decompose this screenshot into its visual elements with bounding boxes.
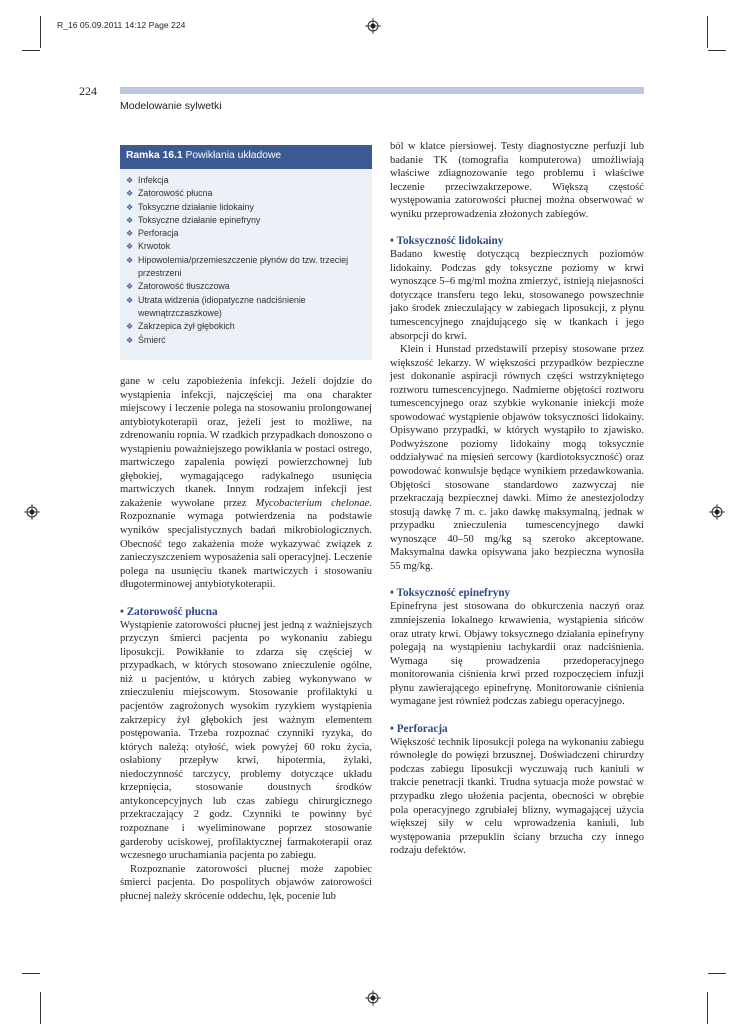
page-number: 224: [79, 84, 97, 98]
box-list-item: [124, 240, 368, 253]
crop-mark: [707, 16, 708, 48]
crop-mark: [22, 50, 40, 51]
box-list: [124, 174, 368, 347]
crop-mark: [22, 973, 40, 974]
paragraph: [120, 375, 372, 592]
crop-mark: [708, 50, 726, 51]
diamond-bullet-icon: ❖: [126, 242, 134, 252]
box-list-item-label: Toksyczne działanie epinefryny: [138, 214, 261, 225]
diamond-bullet-icon: ❖: [126, 282, 134, 292]
diamond-bullet-icon: ❖: [126, 202, 134, 212]
box-list-item-label: Zakrzepica żył głębokich: [138, 321, 235, 332]
box-list-item-label: Hipowolemia/przemieszczenie płynów do tzw. trzeciej przestrzeni: [138, 254, 349, 279]
registration-mark-icon: [24, 504, 40, 520]
right-column: [390, 140, 644, 858]
box-list-item: [124, 214, 368, 227]
section-heading: • Zatorowość płucna: [120, 605, 218, 618]
crop-mark: [40, 992, 41, 1024]
diamond-bullet-icon: ❖: [126, 335, 134, 345]
box-list-item: [124, 227, 368, 240]
registration-mark-icon: [365, 990, 381, 1006]
text-run: . Rozpoznanie wymaga potwierdzenia na podstawie wyników specjalistycznych badań mikrobiologicznych. Obecność tego zakażenia może wykazywać związek z zanieczyszczeniem wyposażenia sali operacyjnej. Leczenie polega na usunięciu tkanek martwiczych i stosowaniu długoterminowej antybiotykoterapii.: [120, 497, 372, 591]
crop-mark: [708, 973, 726, 974]
registration-mark-icon: [365, 18, 381, 34]
section-heading: • Toksyczność epinefryny: [390, 587, 511, 600]
box-list-item-label: Utrata widzenia (idiopatyczne nadciśnienie wewnątrzczaszkowe): [138, 294, 306, 318]
box-list-item: [124, 201, 368, 214]
box-list-item-label: Zatorowość płucna: [138, 188, 213, 199]
crop-mark: [707, 992, 708, 1024]
diamond-bullet-icon: ❖: [126, 176, 134, 185]
box-list-item-label: Krwotok: [138, 241, 171, 252]
diamond-bullet-icon: ❖: [126, 229, 134, 239]
diamond-bullet-icon: ❖: [126, 189, 134, 199]
diamond-bullet-icon: ❖: [126, 255, 134, 265]
italic-term: Mycobacterium chelonae: [255, 497, 370, 509]
box-list-item: [124, 174, 368, 187]
text-run: gane w celu zapobieżenia infekcji. Jeżeli dojdzie do wystąpienia infekcji, najczęściej ma ona charakter miejscowy i leczenie polega na stosowaniu prolongowanej antybiotykoterapii oraz, jeżeli jest to możliwe, na zdrenowaniu ropnia. W rzadkich przypadkach donoszono o wystąpieniu poważniejszego powikłania w postaci ostrego, martwiczego zapalenia powięzi powierzchownej lub głębokiej, wymagającego radykalnego usunięcia martwiczych tkanek. Innym rodzajem infekcji jest zakażenie wywołane przez: [120, 376, 372, 509]
box-title: [120, 145, 372, 169]
box-title-text: Powikłania układowe: [182, 150, 282, 161]
paragraph: ból w klatce piersiowej. Testy diagnostyczne perfuzji lub badanie TK (tomografia komputerowa) umożliwiają właściwe zdiagnozowanie tego problemu i właściwe leczenie przeciwzakrzepowe. Większą częstość występowania zatorowości płucnej można obserwować w wyniku przeprowadzenia złożonych zabiegów.: [390, 141, 644, 220]
header-bar: [120, 87, 644, 94]
box-title-number: Ramka 16.1: [126, 150, 183, 161]
diamond-bullet-icon: ❖: [126, 215, 134, 225]
box-list-item-label: Perforacja: [138, 228, 179, 239]
crop-mark: [40, 16, 41, 48]
diamond-bullet-icon: ❖: [126, 295, 134, 305]
box-list-item: [124, 334, 368, 347]
running-head: Modelowanie sylwetki: [120, 100, 222, 112]
box-list-item-label: Śmierć: [138, 334, 166, 345]
registration-mark-icon: [709, 504, 725, 520]
paragraph: Badano kwestię dotyczącą bezpiecznych poziomów lidokainy. Podczas gdy toksyczne poziomy w krwi wynoszące 5–6 mg/ml można zmierzyć, istnieją niejasności dotyczące transferu tego leku, stosowanego powszechnie jako środek znieczulający w zabiegach liposukcji, z płynu tumescencyjnego znajdującego się w tkankach i jego absorpcji do krwi.: [390, 249, 644, 342]
paragraph: Epinefryna jest stosowana do obkurczenia naczyń oraz zmniejszenia lokalnego krwawienia, wystąpienia sińców oraz utraty krwi. Objawy toksycznego działania epinefryny polegają na wystąpieniu tachykardii oraz nadciśnienia. Wymaga się prowadzenia przedoperacyjnego monitorowania ciśnienia krwi przed rozpoczęciem infuzji płynu zawierającego epinefrynę. Monitorowanie ciśnienia wymagane jest również podczas zabiegu operacyjnego.: [390, 601, 644, 708]
box-list-item-label: Zatorowość tłuszczowa: [138, 281, 230, 292]
box-list-item: [124, 320, 368, 333]
box-list-item: [124, 294, 368, 321]
box-list-item: [124, 254, 368, 281]
box-list-item: [124, 187, 368, 200]
paragraph: Rozpoznanie zatorowości płucnej może zapobiec śmierci pacjenta. Do pospolitych objawów zatorowości płucnej należy skrócenie oddechu, lęk, pocenie lub: [120, 863, 372, 902]
paragraph: Klein i Hunstad przedstawili przepisy stosowane przez większość lekarzy. W większości przypadków bezpieczne jest dokonanie aspiracji równych części wstrzykniętego roztworu tumescencyjnego. Nadmierne objętości roztworu tumescencyjnego oraz szybkie wykonanie iniekcji może spowodować wystąpienie objawów toksyczności lidokainy. Opisywano przypadki, w których wystąpiło to zjawisko. Podwyższone poziomy lidokainy mogą toksycznie oddziaływać na mięsień sercowy (kardiotoksyczność) oraz powodować konwulsje będące wynikiem przedawkowania. Objętości stosowane standardowo zazwyczaj nie przekraczają bezpiecznej dawki. Mimo że anestezjolodzy stosują dawkę 7 m. c. jako dawkę maksymalną, jednak w przypadku znieczulenia tumescencyjnego dawki wynoszące 40–50 mg/kg są szeroko akceptowane. Maksymalna dawka opisywana jako bezpieczna wynosiła 55 mg/kg.: [390, 344, 644, 572]
print-slug: R_16 05.09.2011 14:12 Page 224: [57, 20, 186, 30]
left-column: [120, 375, 372, 903]
box-list-item-label: Toksyczne działanie lidokainy: [138, 201, 254, 212]
paragraph: Wystąpienie zatorowości płucnej jest jedną z ważniejszych przyczyn śmierci pacjenta po wykonaniu zabiegu liposukcji. Powikłanie to zdarza się częściej w przypadkach, w których stosowano znieczulenie ogólne, niż u pacjentów, u których zabieg wykonywano w znieczuleniu miejscowym. Stosowanie profilaktyki u pacjentów zagrożonych wysokim ryzykiem wystąpienia zakrzepicy żył głębokich jest ważnym elementem postępowania. Trzeba rozpoznać czynniki ryzyka, do których należą: otyłość, wiek powyżej 60 roku życia, osłabiony przepływ krwi, hipotermia, żylaki, niedoczynność tarczycy, problemy dotyczące układu krzepnięcia, stosowanie doustnych środków antykoncepcyjnych lub czas zabiegu chirurgicznego przekraczający 2 godz. Czynniki te powinny być rozpoznane i wyeliminowane poprzez stosowanie garderoby uciskowej, profilaktycznej farmakoterapii oraz wczesnego uruchamiania pacjenta po zabiegu.: [120, 619, 372, 862]
box-list-item: [124, 280, 368, 293]
section-heading: • Perforacja: [390, 722, 448, 735]
diamond-bullet-icon: ❖: [126, 322, 134, 332]
box-list-item-label: Infekcja: [138, 175, 169, 185]
section-heading: • Toksyczność lidokainy: [390, 235, 504, 248]
paragraph: Większość technik liposukcji polega na wykonaniu zabiegu równolegle do powięzi brzusznej. Doświadczeni chirurdzy podczas zabiegu liposukcji wyczuwają ruch kaniuli w trakcie penetracji tkanki. Trudna sytuacja może powstać w przypadku złego ułożenia pacjenta, obecności w obrębie pola operacyjnego zgrubiałej blizny, wymagającej użycia większej siły w celu wprowadzenia kaniuli, lub występowania przepuklin ściany brzucha czy innego rodzaju defektów.: [390, 736, 644, 857]
